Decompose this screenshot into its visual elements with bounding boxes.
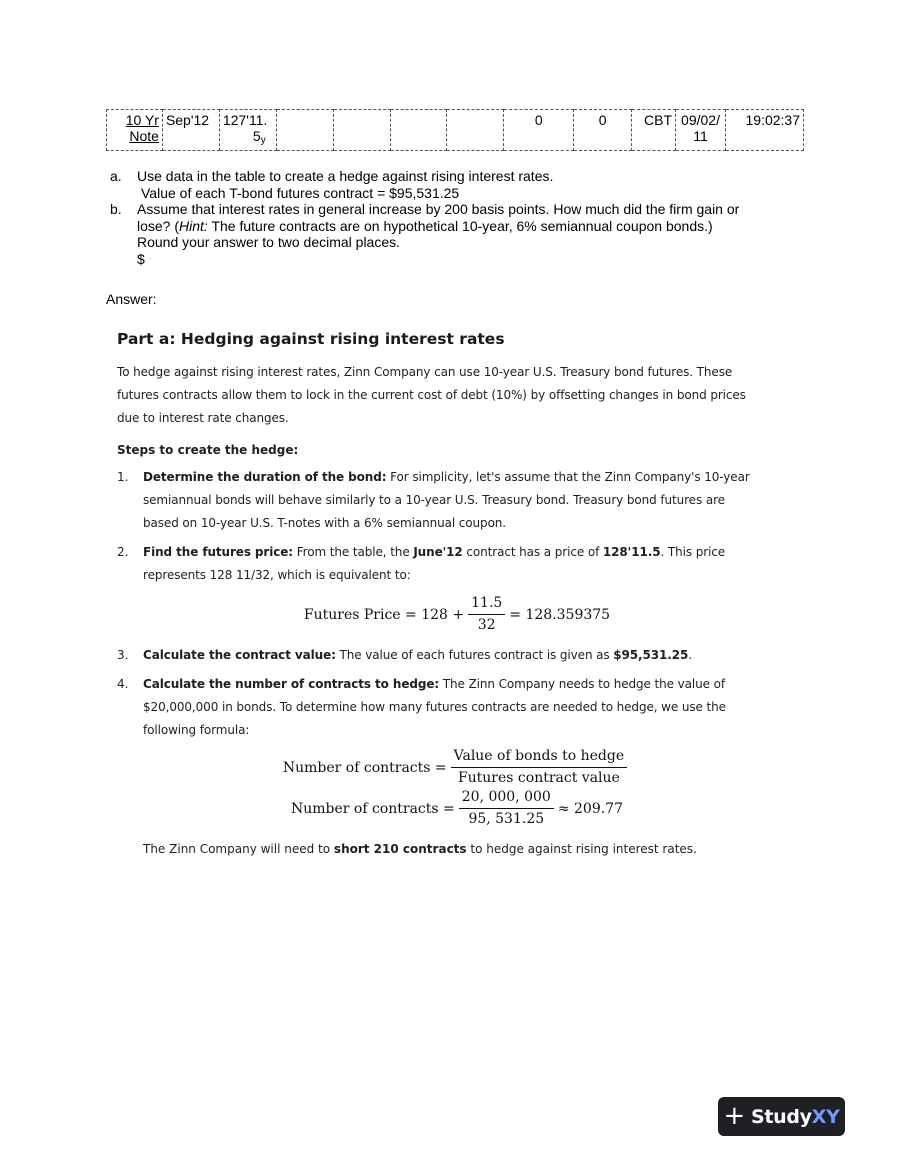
table-cell-empty xyxy=(447,110,504,151)
step-2: 2. Find the futures price: From the table, the June'12 contract has a price of 128'11.5. This price represents 128 11/32, which is equivalent to: xyxy=(117,545,726,582)
answer-dollar-field: $ xyxy=(137,250,145,267)
table-row xyxy=(107,110,804,151)
question-a: a. Use data in the table to create a hedge against rising interest rates. xyxy=(110,168,554,184)
fraction: $\frac{\text{Value of bonds to hedge}}{\text{Futures contract value}}$ xyxy=(451,748,627,787)
answer-conclusion: The Zinn Company will need to short 210 contracts to hedge against rising interest rates. xyxy=(143,842,697,856)
table-cell-price: 127'11. 5y xyxy=(219,110,276,151)
plus-icon: + xyxy=(723,1100,745,1131)
table-cell-month: Sep'12 xyxy=(162,110,219,151)
question-a-value: Value of each T-bond futures contract = $95,531.25 xyxy=(141,184,460,201)
table-cell-empty xyxy=(333,110,390,151)
step-1: 1. Determine the duration of the bond: For simplicity, let's assume that the Zinn Company's 10-year semiannual bonds will behave similarly to a 10-year U.S. Treasury bond. Treasury bond futures are based on 10-year U.S. T-notes with a 6% semiannual coupon. xyxy=(117,470,750,530)
answer-intro: To hedge against rising interest rates, Zinn Company can use 10-year U.S. Treasury bond futures. These futures contracts allow them to lock in the current cost of debt (10%) by offsetting changes in bond prices due to interest rate changes. xyxy=(117,365,746,425)
question-b: b. Assume that interest rates in general increase by 200 basis points. How much did the firm gain or xyxy=(110,201,740,217)
equation-contracts-formula: Number of contracts = $\frac{\text{Value of bonds to hedge}}{\text{Futures contract value}}$ xyxy=(117,748,757,787)
equation-contracts-value: Number of contracts = $\frac{20, 000, 000}{95, 531.25}$ ≈ 209.77 xyxy=(290,789,623,827)
futures-table xyxy=(106,109,804,151)
steps-heading: Steps to create the hedge: xyxy=(117,443,299,457)
answer-heading: Part a: Hedging against rising interest rates xyxy=(117,330,505,348)
table-cell-date: 09/02/ 11 xyxy=(676,110,726,151)
question-b-line2: lose? (Hint: The future contracts are on hypothetical 10-year, 6% semiannual coupon bonds.) xyxy=(137,217,713,234)
table-cell-empty xyxy=(276,110,333,151)
table-cell-value: 0 xyxy=(574,110,632,151)
table-cell-contract: 10 Yr Note xyxy=(107,110,163,151)
step-3: 3. Calculate the contract value: The value of each futures contract is given as $95,531.25. xyxy=(117,648,692,662)
studyxy-logo[interactable]: + Study XY xyxy=(718,1097,845,1136)
table-cell-empty xyxy=(390,110,447,151)
fraction: $\frac{20, 000, 000}{95, 531.25}$ xyxy=(459,789,554,828)
table-cell-time: 19:02:37 xyxy=(726,110,804,151)
table-cell-exchange: CBT xyxy=(632,110,676,151)
table-cell-value: 0 xyxy=(504,110,574,151)
fraction: $\frac{11.5}{32}$ xyxy=(468,595,505,634)
equation-futures-price: Futures Price = 128 + $\frac{11.5}{32}$ = 128.359375 xyxy=(303,595,611,633)
answer-block xyxy=(117,330,757,861)
answer-label: Answer: xyxy=(106,291,157,307)
step-4: 4. Calculate the number of contracts to hedge: The Zinn Company needs to hedge the value of $20,000,000 in bonds. To determine how many futures contracts are needed to hedge, we use the following formula: xyxy=(117,677,726,737)
question-b-line3: Round your answer to two decimal places. xyxy=(137,234,401,250)
question-block xyxy=(110,168,800,267)
